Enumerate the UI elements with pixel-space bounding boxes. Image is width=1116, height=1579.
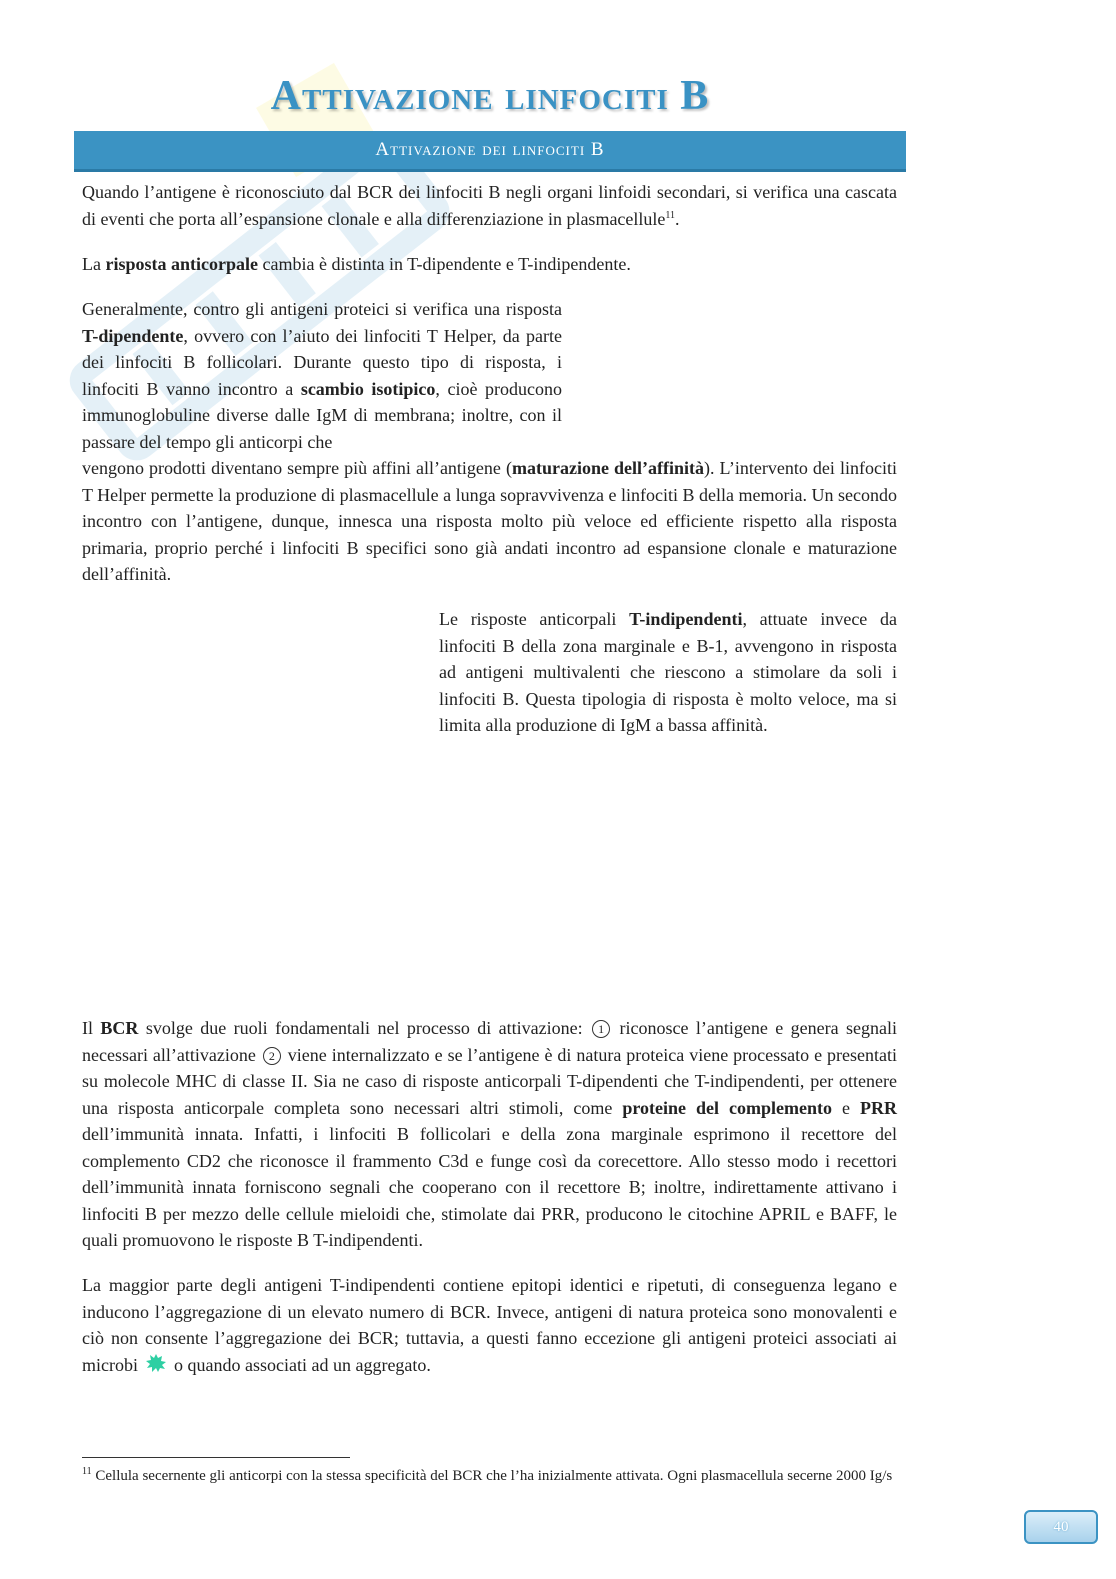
footnote: [82, 1466, 897, 1487]
paragraph-risposta: La risposta anticorpale cambia è distinta in T-dipendente e T-indipendente.: [82, 254, 631, 274]
paragraph-maturazione: vengono prodotti diventano sempre più affini all’antigene (maturazione dell’affinità). L’intervento dei linfociti T Helper permette la produzione di plasmacellule a lunga sopravvivenza e linfociti B della memoria. Un secondo incontro con l’antigene, dunque, innesca una risposta molto più veloce ed efficiente rispetto alla risposta primaria, proprio perché i linfociti B specifici sono già andati incontro ad espansione clonale e maturazione dell’affinità.: [82, 458, 897, 584]
paragraph-t-dipendente: Generalmente, contro gli antigeni proteici si verifica una risposta T-dipendente, ovvero con l’aiuto dei linfociti T Helper, da parte dei linfociti B follicolari. Durante questo tipo di risposta, i linfociti B vanno incontro a scambio isotipico, cioè producono immunoglobuline diverse dalle IgM di membrana; inoltre, con il passare del tempo gli anticorpi che: [82, 299, 562, 452]
section-banner-label: Attivazione dei linfociti B: [375, 139, 605, 160]
paragraph-intro: Quando l’antigene è riconosciuto dal BCR dei linfociti B negli organi linfoidi secondari, si verifica una cascata di eventi che porta all’espansione clonale e alla differenziazione in plasmacellule$^{11}$.: [82, 182, 897, 229]
footnote-number: 11: [82, 1466, 92, 1477]
footnote-separator: [82, 1457, 350, 1458]
section-banner: [74, 131, 906, 172]
circled-number-1: 1: [592, 1020, 610, 1038]
paragraph-bcr: Il BCR svolge due ruoli fondamentali nel processo di attivazione: 1 riconosce l’antigene e genera segnali necessari all’attivazione 2 viene internalizzato e se l’antigene è di natura proteica viene processato e presentati su molecole MHC di classe II. Sia ne caso di risposte anticorpali T-dipendenti che T-indipendenti, per ottenere una risposta anticorpale completa sono necessari altri stimoli, come proteine del complemento e PRR dell’immunità innata. Infatti, i linfociti B follicolari e della zona marginale esprimono il recettore del complemento CD2 che riconosce il frammento C3d e funge così da corecettore. Allo stesso modo i recettori dell’immunità innata forniscono segnali che cooperano con il recettore B; inoltre, indirettamente attivano i linfociti B per mezzo delle cellule mieloidi che, stimolate dai PRR, producono le citochine APRIL e BAFF, le quali promuovono le risposte B T-indipendenti.: [82, 1018, 898, 1250]
paragraph-t-indipendenti: Le risposte anticorpali T-indipendenti, attuate invece da linfociti B della zona marginale e B-1, avvengono in risposta ad antigeni multivalenti che riescono a stimolare da soli i linfociti B. Questa tipologia di risposta è molto veloce, ma si limita alla produzione di IgM a bassa affinità.: [439, 609, 897, 735]
footnote-text: Cellula secernente gli anticorpi con la stessa specificità del BCR che l’ha inizialmente attivata. Ogni plasmacellula secerne 2000 Ig/s: [91, 1468, 893, 1484]
microbe-icon: [144, 1353, 168, 1373]
page-number: 40: [1024, 1510, 1098, 1544]
footnote-ref[interactable]: 11: [665, 209, 676, 221]
circled-number-2: 2: [263, 1047, 281, 1065]
page-title: Attivazione linfociti B: [270, 73, 710, 119]
paragraph-aggregazione: La maggior parte degli antigeni T-indipendenti contiene epitopi identici e ripetuti, di conseguenza legano e inducono l’aggregazione di un elevato numero di BCR. Invece, antigeni di natura proteica sono monovalenti e ciò non consente l’aggregazione dei BCR; tuttavia, a questi fanno eccezione gli antigeni proteici associati ai microbi o quando associati ad un aggregato.: [82, 1275, 897, 1375]
